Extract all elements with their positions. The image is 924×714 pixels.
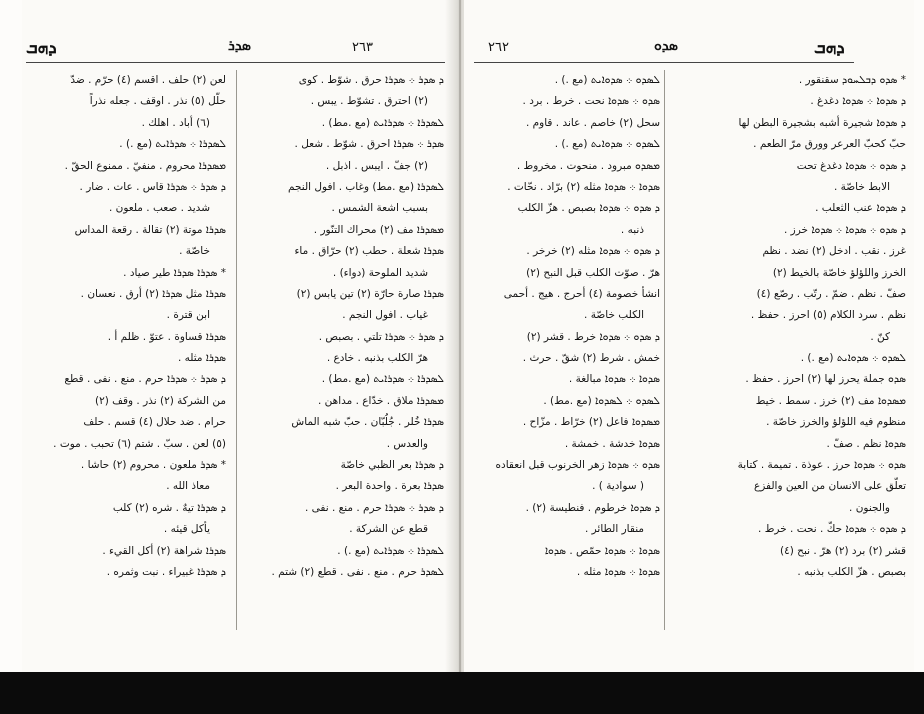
entry-line: من الشركة (٢) نذر . وقف (٢) <box>94 394 226 407</box>
entry-line: بسبب اشعة الشمس . <box>331 202 428 215</box>
entry-line: ܕ ܣܕܘܐ شجيرة أشبه بشجيرة البطن لها <box>738 116 906 129</box>
entry-line: صفّ . نظم . ضمّ . رتّب . رصّع (٤) <box>756 287 906 300</box>
entry-line: ܕ ܣܕܪ ܀ ܣܕܪܐ حرم . منع . نفى . قطع <box>64 373 226 386</box>
entry-line: لعن (٢) حلف . اقسم (٤) حرّم . ضدّ <box>70 74 226 86</box>
left-page-number: ٢٦٣ <box>352 40 373 55</box>
entry-line: ܕ ܣܕܘ ܀ ܣܕܘܐ بصبص . هزّ الكلب <box>517 202 660 215</box>
entry-line: * ܣܕܪ ملعون . محروم (٢) حاشا . <box>80 459 226 472</box>
entry-line: ܣܕܪܐ خُلر . جُلُبّان . حبّ شبه الماش <box>291 416 444 429</box>
entry-line: ܡܣܕܘ مبرود . منحوت . مخروط . <box>516 159 660 172</box>
entry-line: ܣܕܘܐ ܀ ܣܕܘܐ حمّص . ܣܕܘܐ <box>544 544 660 557</box>
entry-line: (٥) لعن . سبّ . شتم (٦) تحبب . موت . <box>53 437 226 450</box>
right-header-rule <box>474 62 854 63</box>
left-page-column-1 <box>244 70 444 583</box>
entry-line: معاذ الله . <box>166 480 210 493</box>
entry-line: قطع عن الشركة . <box>349 523 428 536</box>
entry-line: الخرز واللؤلؤ خاصّة بالخيط (٢) <box>772 266 906 279</box>
entry-line: ܡܣܕܪܐ مف (٢) محراك التنّور . <box>313 223 444 236</box>
right-page-number: ٢٦٢ <box>488 40 509 55</box>
entry-line: ܕ ܣܕܘ ܀ ܣܕܘܐ خرط . قشر (٢) <box>526 330 660 343</box>
entry-line: ابن قترة . <box>166 309 210 322</box>
left-page-header <box>22 38 452 60</box>
entry-line: ܣܕܘܐ ܀ ܣܕܘܐ مثله . <box>576 565 660 578</box>
entry-line: ذنبه . <box>620 223 644 236</box>
entry-line: حبّ كحبّ العرعر وورق مرّ الطعم . <box>753 138 906 151</box>
entry-line: كنّ . <box>870 330 890 343</box>
entry-line: ܡܣܕܪܐ محروم . منفيّ . ممنوع الحقّ . <box>64 159 226 172</box>
entry-line: سحل (٢) خاصم . عاند . قاوم . <box>525 116 660 129</box>
entry-line: هرّ . صوّت الكلب قبل النبح (٢) <box>526 266 660 279</box>
right-page-header <box>464 38 914 60</box>
right-outer-headword: ܕܗܒ <box>814 38 845 58</box>
right-page <box>464 0 914 672</box>
entry-line: (٢) جفّ . ايبس . اذبل . <box>325 159 428 172</box>
left-page <box>22 0 452 672</box>
entry-line: ܕ ܣܕܪܐ تيهٌ . شره (٢) كلب <box>112 501 226 514</box>
right-page-column-2 <box>670 70 906 583</box>
entry-line: ܕ ܣܕܘܐ عنب الثعلب . <box>815 202 906 215</box>
entry-line: ܕ ܣܕܘ ܀ ܣܕܘܐ حكّ . نحت . خرط . <box>758 523 906 536</box>
entry-line: ܡܣܕܪܐ ملاق . خدّاع . مداهن . <box>318 394 444 407</box>
entry-line: ܣܕܘܐ نظم . صفّ . <box>826 437 906 450</box>
entry-line: ܠܣܕܘ ܀ ܣܕܘܐܝܬ (مع .) . <box>800 352 906 365</box>
entry-line: قشر (٢) برد (٢) هرّ . نبح (٤) <box>779 544 906 557</box>
entry-line: ܣܕܪܐ شراهة (٢) أكل القيء . <box>102 544 226 557</box>
entry-line: ܣܕܘܐ ܀ ܣܕܘܐ مبالغة . <box>568 373 660 386</box>
entry-line: * ܣܕܪܐ ܣܕܪܐ طير صياد . <box>123 266 226 279</box>
entry-line: الابط خاصّة . <box>833 180 890 193</box>
entry-line: ܠܣܕܪܐ (مع .مط) وغاب . افول النجم <box>288 180 444 193</box>
entry-line: ܕ ܣܕܘ ܀ ܣܕܘܐ دغدغ تحت <box>796 159 906 172</box>
entry-line: ܡܣܕܘܐ فاعل (٢) خرّاط . مزّاح . <box>522 416 660 429</box>
entry-line: هرّ الكلب بذنبه . خادع . <box>326 352 428 365</box>
entry-line: ܣܕܘ ܀ ܣܕܘܐ نحت . خرط . برد . <box>522 95 660 108</box>
entry-line: ܣܕܪܐ موتة (٢) تقالة . رقعة المداس <box>74 223 226 236</box>
entry-line: غرز . نقب . ادخل (٢) نضد . نظم <box>762 245 906 258</box>
entry-line: ܠܣܕܘ ܀ ܠܣܕܘܐ (مع .مط) . <box>543 394 660 407</box>
right-column-divider <box>664 70 665 630</box>
entry-line: ܣܕܘܐ ܀ ܣܕܘܐ مثله (٢) برّاد . نحّات . <box>507 180 660 193</box>
entry-line: الكلب خاصّة . <box>584 309 644 322</box>
left-header-rule <box>26 62 446 63</box>
entry-line: ܣܕܘ ܀ ܣܕܘܐ زهر الخرنوب قبل انعقاده <box>495 459 660 472</box>
left-page-column-2 <box>26 70 226 583</box>
entry-line: ܠܣܕܪܐ ܀ ܣܕܪܐܝܬ (مع .مط) . <box>321 116 444 129</box>
entry-line: ܕ ܣܕܪ ܀ ܣܕܪܐ تلتي . بصبص . <box>318 330 444 343</box>
entry-line: ܠܣܕܪܐ ܀ ܣܕܪܐܝܬ (مع .مط) . <box>321 373 444 386</box>
entry-line: ܠܣܕܪܐ ܀ ܣܕܪܐܝܬ (مع .) . <box>119 138 226 151</box>
entry-line: ܕ ܣܕܪܐ بعر الظبي خاصّة <box>340 459 444 472</box>
entry-line: ܣܕܪܐ بعرة . واحدة البعر . <box>335 480 444 493</box>
entry-line: تعلّق على الانسان من العين والفزع <box>753 480 906 493</box>
entry-line: ܣܕܪܐ شعلة . حطب (٢) حرّاق . ماء <box>294 245 444 258</box>
entry-line: ܕ ܣܕܘܐ خرطوم . فنطيسة (٢) . <box>525 501 660 514</box>
entry-line: (٦) أباد . اهلك . <box>141 116 210 129</box>
entry-line: * ܣܕܘ ܕܒܠܚܘܕ سقنقور . <box>798 74 906 86</box>
entry-line: نظم . سرد الكلام (٥) احرز . حفظ . <box>750 309 906 322</box>
entry-line: ܕ ܣܕܪ ܀ ܣܕܪܐ حرم . منع . نفى . <box>304 501 444 514</box>
entry-line: خمش . شرط (٢) شقّ . حرث . <box>522 352 660 365</box>
entry-line: ܣܕܪܐ قساوة . عتوّ . ظلم أ . <box>107 330 226 343</box>
entry-line: ܕ ܣܕܪ ܀ ܣܕܪܐ قاس . عات . ضار . <box>79 180 226 193</box>
entry-line: منقار الطائر . <box>584 523 644 536</box>
entry-line: والجنون . <box>849 501 890 514</box>
entry-line: والعدس . <box>386 437 428 450</box>
entry-line: ܠܣܕܘ ܀ ܣܕܘܐܝܬ (مع .) . <box>554 138 660 151</box>
entry-line: ܕ ܣܕܘ ܀ ܣܕܘܐ مثله (٢) خرخر . <box>526 245 660 258</box>
entry-line: انشأ خصومة (٤) أحرج . هيج . أحمى <box>503 287 660 300</box>
entry-line: ܣܕܪ ܀ ܣܕܪܐ احرق . شوّط . شعل . <box>294 138 444 151</box>
entry-line: بصبص . هزّ الكلب بذنبه . <box>797 565 906 578</box>
entry-line: ܕ ܣܕܪ ܀ ܣܕܪܐ حرق . شوّط . كوى <box>298 74 444 86</box>
entry-line: حلّل (٥) نذر . اوقف . جعله نذراً <box>89 95 226 108</box>
left-inner-headword: ܣܕܪ <box>228 38 251 54</box>
entry-line: ܣܕܪܐ صارة حارّة (٢) تين يابس (٢) <box>296 287 444 300</box>
entry-line: غياب . افول النجم . <box>342 309 428 322</box>
entry-line: ܣܕܘܐ خدشة . خمشة . <box>564 437 660 450</box>
entry-line: ܣܕܘ جملة يحرز لها (٢) احرز . حفظ . <box>745 373 906 386</box>
entry-line: خاصّة . <box>179 245 210 258</box>
entry-line: ܠܣܕܪ حرم . منع . نفى . قطع (٢) شتم . <box>271 565 444 578</box>
left-outer-headword: ܕܗܒ <box>26 38 57 58</box>
entry-line: ܕ ܣܕܘܐ ܀ ܣܕܘܐ دغدغ . <box>810 95 906 108</box>
entry-line: شديد . صعب . ملعون . <box>108 202 210 215</box>
entry-line: شديد الملوحة (دواء) . <box>332 266 428 279</box>
entry-line: ( سوادية ) . <box>592 480 644 493</box>
entry-line: ܕ ܣܕܘ ܀ ܣܕܘܐ ܀ ܣܕܘܐ خرز . <box>783 223 906 236</box>
scan-bottom-edge <box>0 672 924 714</box>
entry-line: ܣܕܘ ܀ ܣܕܘܐ حرز . عوذة . تميمة . كتابة <box>737 459 906 472</box>
entry-line: ܣܕܪܐ مثله . <box>177 352 226 365</box>
entry-line: ܡܣܕܘܐ مف (٢) خرز . سمط . خيط <box>755 394 906 407</box>
entry-line: منظوم فيه اللؤلؤ والخرز خاصّة . <box>766 416 906 429</box>
entry-line: ܣܕܪܐ مثل ܣܕܪܐ (٢) أرق . نعسان . <box>80 287 226 300</box>
entry-line: ܠܣܕܘ ܀ ܣܕܘܐܝܬ (مع .) . <box>554 74 660 86</box>
entry-line: ܕ ܣܕܪܐ غبيراء . نبت وثمره . <box>106 565 226 578</box>
entry-line: حرام . ضد حلال (٤) قسم . حلف <box>83 416 226 429</box>
right-page-column-1 <box>474 70 660 583</box>
entry-line: يأكل قيئه . <box>163 523 210 536</box>
entry-line: ܠܣܕܪܐ ܀ ܣܕܪܐܝܬ (مع .) . <box>337 544 444 557</box>
left-column-divider <box>236 70 237 630</box>
right-inner-headword: ܣܕܘ <box>654 38 678 54</box>
entry-line: (٢) احترق . تشوّط . يبس . <box>310 95 428 108</box>
